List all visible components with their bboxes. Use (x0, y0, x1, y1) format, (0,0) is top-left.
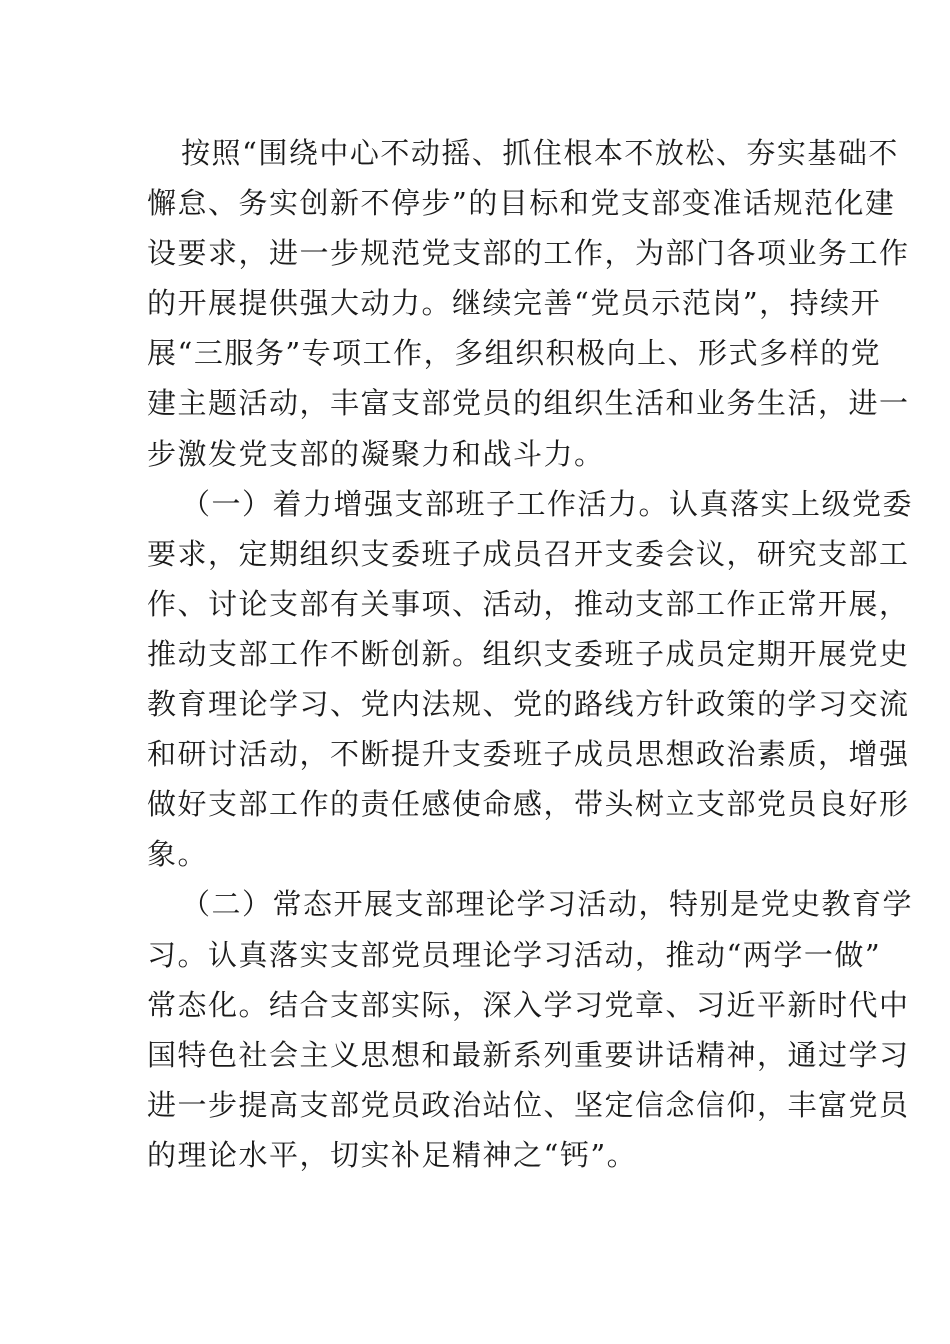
text-line: 建主题活动，丰富支部党员的组织生活和业务生活，进一 (147, 386, 910, 421)
text-line: 做好支部工作的责任感使命感，带头树立支部党员良好形 (147, 787, 910, 822)
text-line: 懈怠、务实创新不停步”的目标和党支部变准话规范化建 (147, 186, 896, 221)
text-line: 推动支部工作不断创新。组织支委班子成员定期开展党史 (147, 636, 910, 671)
text-line: 教育理论学习、党内法规、党的路线方针政策的学习交流 (147, 687, 910, 722)
text-line: （一）着力增强支部班子工作活力。认真落实上级党委 (181, 486, 914, 521)
text-line: 习。认真落实支部党员理论学习活动，推动“两学一做” (147, 937, 882, 972)
text-line: 的开展提供强大动力。继续完善“党员示范岗”，持续开 (147, 286, 882, 321)
text-line: 和研讨活动，不断提升支委班子成员思想政治素质，增强 (147, 737, 910, 772)
text-line: 要求，定期组织支委班子成员召开支委会议，研究支部工 (147, 536, 910, 571)
text-line: 作、讨论支部有关事项、活动，推动支部工作正常开展， (147, 586, 910, 621)
text-line: 按照“围绕中心不动摇、抓住根本不放松、夯实基础不 (181, 136, 899, 170)
text-line: （二）常态开展支部理论学习活动，特别是党史教育学 (181, 887, 914, 922)
text-line: 常态化。结合支部实际，深入学习党章、习近平新时代中 (147, 987, 910, 1022)
paragraph-section-1 (147, 479, 914, 880)
text-line: 设要求，进一步规范党支部的工作，为部门各项业务工作 (147, 236, 910, 271)
text-line: 象。 (147, 837, 209, 872)
text-line: 国特色社会主义思想和最新系列重要讲话精神，通过学习 (147, 1037, 910, 1072)
document-body (147, 128, 914, 1180)
text-line: 展“三服务”专项工作，多组织积极向上、形式多样的党 (147, 336, 882, 371)
text-line: 步激发党支部的凝聚力和战斗力。 (147, 436, 605, 471)
paragraph-intro (147, 128, 910, 479)
text-line: 的理论水平，切实补足精神之“钙”。 (147, 1137, 638, 1172)
paragraph-section-2 (147, 879, 914, 1180)
text-line: 进一步提高支部党员政治站位、坚定信念信仰，丰富党员 (147, 1087, 910, 1122)
